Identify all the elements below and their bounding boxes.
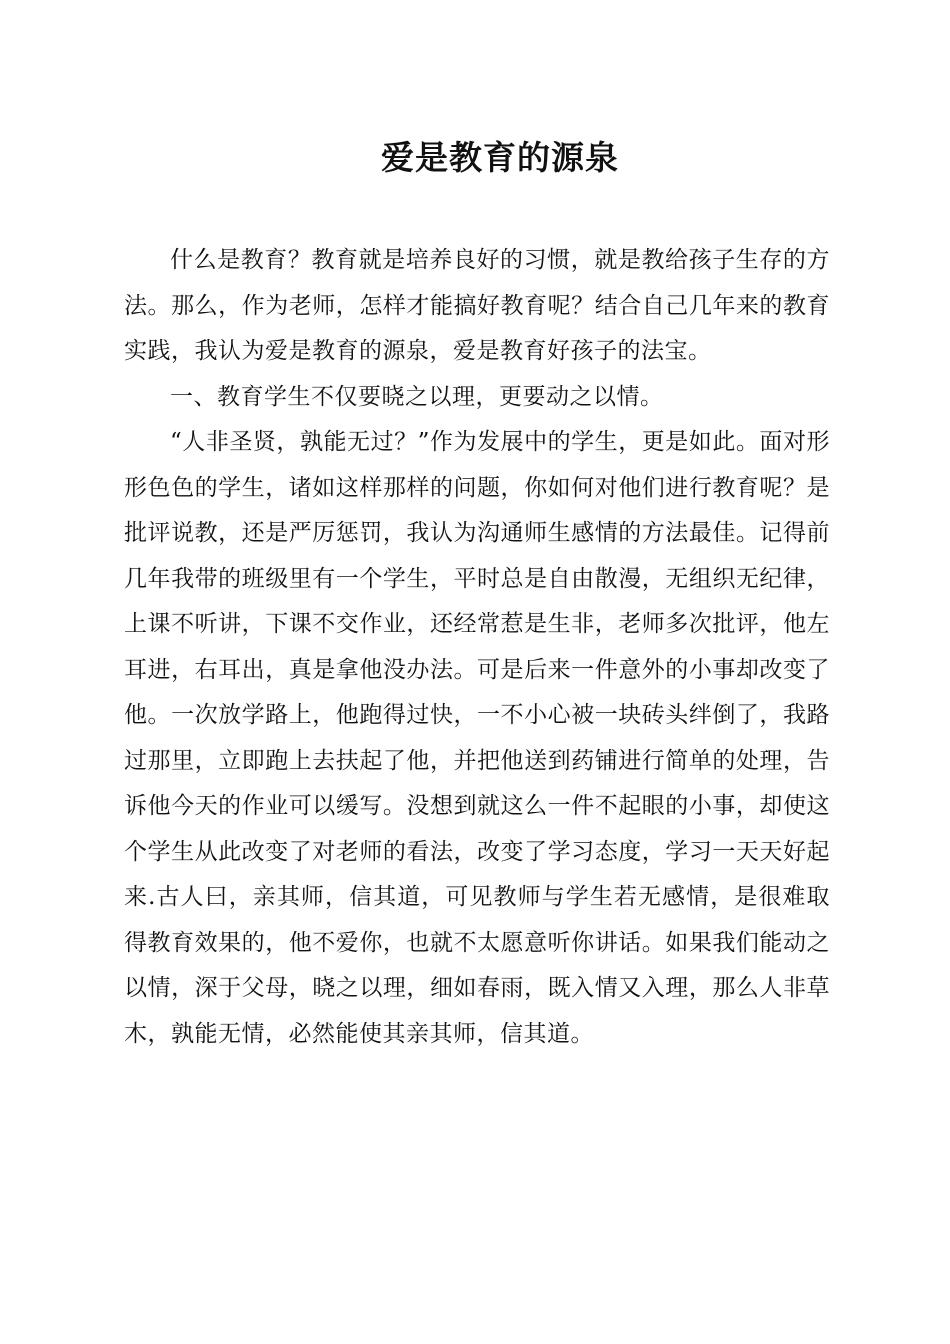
paragraph-story: “人非圣贤，孰能无过？”作为发展中的学生，更是如此。面对形形色色的学生，诸如这样那样的问题，你如何对他们进行教育呢？是批评说教，还是严厉惩罚，我认为沟通师生感情的方法最佳。记得前几年我带的班级里有一个学生，平时总是自由散漫，无组织无纪律，上课不听讲，下课不交作业，还经常惹是生非，老师多次批评，他左耳进，右耳出，真是拿他没办法。可是后来一件意外的小事却改变了他。一次放学路上，他跑得过快，一不小心被一块砖头绊倒了，我路过那里，立即跑上去扶起了他，并把他送到药铺进行简单的处理，告诉他今天的作业可以缓写。没想到就这么一件不起眼的小事，却使这个学生从此改变了对老师的看法，改变了学习态度，学习一天天好起来.古人曰，亲其师，信其道，可见教师与学生若无感情，是很难取得教育效果的，他不爱你，也就不太愿意听你讲话。如果我们能动之以情，深于父母，晓之以理，细如春雨，既入情又入理，那么人非草木，孰能无情，必然能使其亲其师，信其道。 — [124, 429, 830, 1047]
paragraph-intro: 什么是教育？教育就是培养良好的习惯，就是教给孩子生存的方法。那么，作为老师，怎样才能搞好教育呢？结合自己几年来的教育实践，我认为爱是教育的源泉，爱是教育好孩子的法宝。 — [124, 247, 830, 364]
paragraph-section-heading: 一、教育学生不仅要晓之以理，更要动之以情。 — [170, 383, 664, 410]
document-body — [124, 238, 830, 1057]
document-title: 爱是教育的源泉 — [381, 138, 619, 177]
